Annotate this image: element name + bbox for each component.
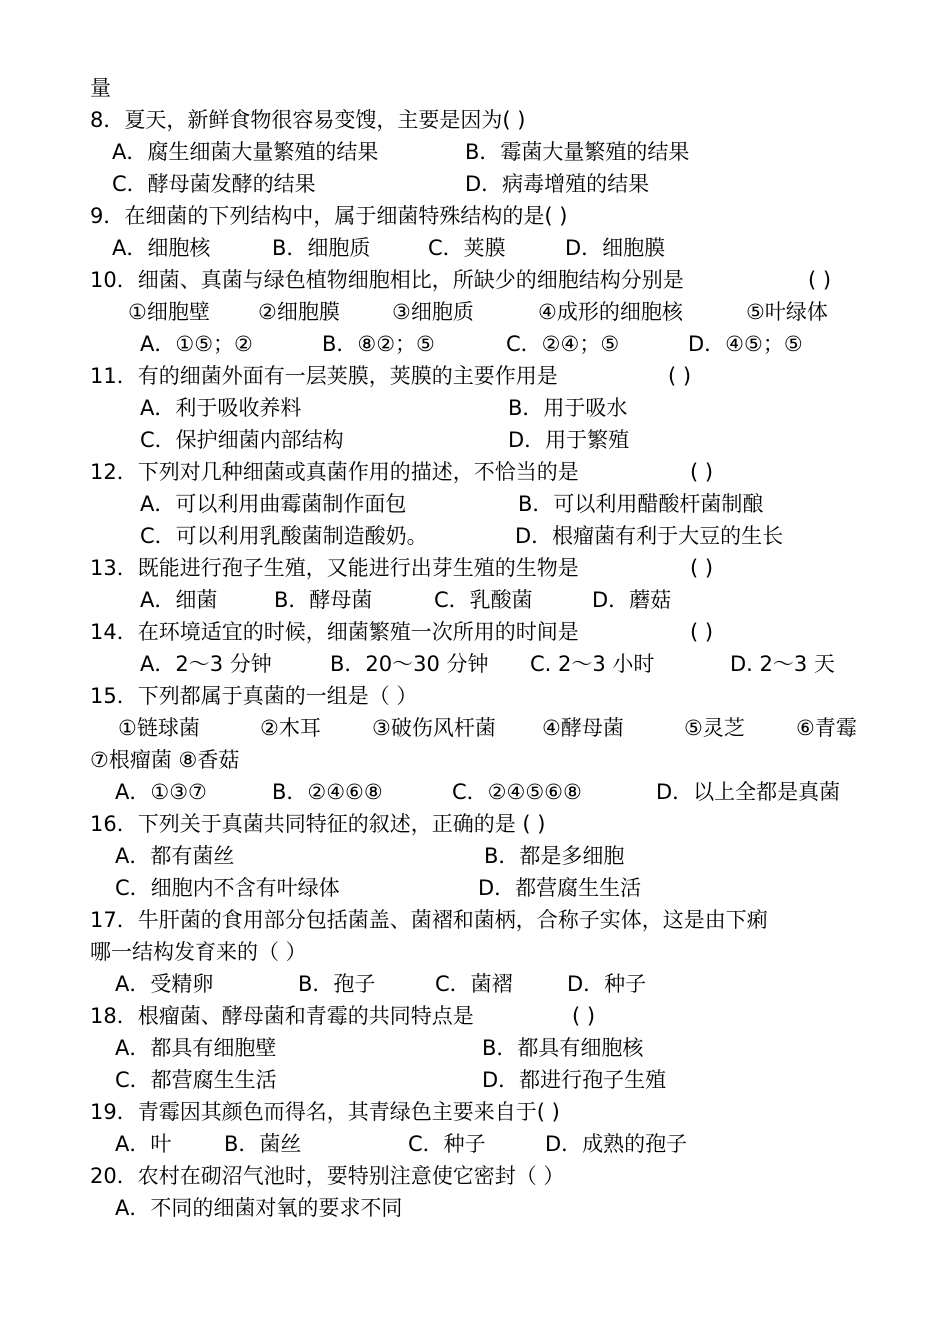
option-text: 11．有的细菌外面有一层荚膜，荚膜的主要作用是 <box>90 364 558 388</box>
option-text: 12．下列对几种细菌或真菌作用的描述，不恰当的是 <box>90 460 579 484</box>
option-text: ②木耳 <box>260 716 321 740</box>
option-text: C．②④⑤⑥⑧ <box>452 780 582 804</box>
option-text: C．荚膜 <box>428 236 506 260</box>
option-text: B．孢子 <box>298 972 376 996</box>
option-text: D．用于繁殖 <box>508 428 630 452</box>
option-text: B．酵母菌 <box>274 588 373 612</box>
option-text: 14．在环境适宜的时候，细菌繁殖一次所用的时间是 <box>90 620 579 644</box>
question-line <box>90 808 880 840</box>
line-text: 16．下列关于真菌共同特征的叙述，正确的是 ( ) <box>90 812 546 836</box>
option-row <box>90 360 880 392</box>
option-text: C．酵母菌发酵的结果 <box>112 172 316 196</box>
option-row <box>90 296 880 328</box>
option-text: D．根瘤菌有利于大豆的生长 <box>515 524 784 548</box>
option-text: A．细菌 <box>140 588 218 612</box>
option-text: A．①⑤；② <box>140 332 253 356</box>
option-text: D．都营腐生生活 <box>478 876 642 900</box>
line-text: 15．下列都属于真菌的一组是（ ） <box>90 684 418 708</box>
option-text: ①链球菌 <box>118 716 200 740</box>
option-text: ( ) <box>572 1004 596 1028</box>
option-text: ①细胞壁 <box>128 300 210 324</box>
option-text: A．细胞核 <box>112 236 211 260</box>
option-text: D．蘑菇 <box>592 588 672 612</box>
option-row <box>90 136 880 168</box>
option-text: A．可以利用曲霉菌制作面包 <box>140 492 407 516</box>
option-row <box>90 712 880 744</box>
option-text: ⑥青霉 <box>796 716 857 740</box>
option-row <box>90 456 880 488</box>
line-text: 量 <box>90 76 111 100</box>
option-text: 10．细菌、真菌与绿色植物细胞相比，所缺少的细胞结构分别是 <box>90 268 684 292</box>
option-row <box>90 328 880 360</box>
question-line <box>90 904 880 936</box>
option-text: A．受精卵 <box>115 972 214 996</box>
question-line <box>90 680 880 712</box>
option-row <box>90 168 880 200</box>
option-text: ⑤灵芝 <box>684 716 745 740</box>
option-text: B．细胞质 <box>272 236 371 260</box>
option-text: D．④⑤；⑤ <box>688 332 803 356</box>
option-text: ②细胞膜 <box>258 300 340 324</box>
option-text: C．保护细菌内部结构 <box>140 428 344 452</box>
option-text: C. 2～3 小时 <box>530 652 655 676</box>
option-text: C．种子 <box>408 1132 486 1156</box>
option-row <box>90 232 880 264</box>
option-text: ④酵母菌 <box>542 716 624 740</box>
option-text: B．20～30 分钟 <box>330 652 489 676</box>
option-text: A．腐生细菌大量繁殖的结果 <box>112 140 379 164</box>
line-text: 9．在细菌的下列结构中，属于细菌特殊结构的是( ) <box>90 204 568 228</box>
option-text: B．可以利用醋酸杆菌制酿 <box>518 492 764 516</box>
option-row <box>90 520 880 552</box>
option-text: A．叶 <box>115 1132 172 1156</box>
option-text: B．菌丝 <box>224 1132 302 1156</box>
question-line <box>90 936 880 968</box>
option-row <box>90 648 880 680</box>
option-text: D．病毒增殖的结果 <box>465 172 650 196</box>
option-row <box>90 392 880 424</box>
option-text: ⑤叶绿体 <box>746 300 828 324</box>
question-line <box>90 72 880 104</box>
option-text: ( ) <box>668 364 692 388</box>
option-text: D．细胞膜 <box>565 236 666 260</box>
option-row <box>90 776 880 808</box>
option-text: ③细胞质 <box>392 300 474 324</box>
option-text: D．都进行孢子生殖 <box>482 1068 667 1092</box>
option-text: A．利于吸收养料 <box>140 396 302 420</box>
option-text: C．细胞内不含有叶绿体 <box>115 876 340 900</box>
line-text: 20．农村在砌沼气池时，要特别注意使它密封（ ） <box>90 1164 565 1188</box>
option-text: D．种子 <box>567 972 647 996</box>
option-text: C．乳酸菌 <box>434 588 533 612</box>
option-text: 13．既能进行孢子生殖，又能进行出芽生殖的生物是 <box>90 556 579 580</box>
option-text: B．霉菌大量繁殖的结果 <box>465 140 690 164</box>
option-row <box>90 1064 880 1096</box>
option-text: B．都具有细胞核 <box>482 1036 644 1060</box>
question-line <box>90 1160 880 1192</box>
line-text: 哪一结构发育来的（ ） <box>90 940 307 964</box>
option-row <box>90 1192 880 1224</box>
option-row <box>90 840 880 872</box>
option-text: ( ) <box>690 556 714 580</box>
option-text: ( ) <box>808 268 832 292</box>
option-text: A．2～3 分钟 <box>140 652 272 676</box>
option-text: ( ) <box>690 460 714 484</box>
option-row <box>90 424 880 456</box>
option-text: ( ) <box>690 620 714 644</box>
question-line <box>90 104 880 136</box>
option-text: 18．根瘤菌、酵母菌和青霉的共同特点是 <box>90 1004 474 1028</box>
question-line <box>90 744 880 776</box>
option-text: ④成形的细胞核 <box>538 300 683 324</box>
option-text: D．成熟的孢子 <box>545 1132 688 1156</box>
option-text: C．菌褶 <box>435 972 513 996</box>
option-text: B．⑧②；⑤ <box>322 332 435 356</box>
option-text: D. 2～3 天 <box>730 652 835 676</box>
question-line <box>90 1096 880 1128</box>
line-text: 19．青霉因其颜色而得名，其青绿色主要来自于( ) <box>90 1100 560 1124</box>
exam-document <box>90 72 880 1224</box>
option-text: B．②④⑥⑧ <box>272 780 383 804</box>
option-row <box>90 584 880 616</box>
option-text: B．用于吸水 <box>508 396 628 420</box>
option-text: ③破伤风杆菌 <box>372 716 496 740</box>
option-row <box>90 488 880 520</box>
line-text: 8．夏天，新鲜食物很容易变馊，主要是因为( ) <box>90 108 526 132</box>
option-text: C．可以利用乳酸菌制造酸奶。 <box>140 524 428 548</box>
option-text: A．都有菌丝 <box>115 844 235 868</box>
option-row <box>90 968 880 1000</box>
option-text: A．不同的细菌对氧的要求不同 <box>115 1196 403 1220</box>
option-row <box>90 552 880 584</box>
option-row <box>90 264 880 296</box>
option-row <box>90 1128 880 1160</box>
option-row <box>90 872 880 904</box>
option-row <box>90 1032 880 1064</box>
option-text: C．都营腐生生活 <box>115 1068 277 1092</box>
option-text: A．都具有细胞壁 <box>115 1036 277 1060</box>
option-text: D．以上全都是真菌 <box>656 780 841 804</box>
line-text: ⑦根瘤菌 ⑧香菇 <box>90 748 240 772</box>
question-line <box>90 200 880 232</box>
line-text: 17．牛肝菌的食用部分包括菌盖、菌褶和菌柄，合称子实体，这是由下痢 <box>90 908 768 932</box>
option-text: B．都是多细胞 <box>484 844 625 868</box>
option-row <box>90 1000 880 1032</box>
option-row <box>90 616 880 648</box>
option-text: A．①③⑦ <box>115 780 207 804</box>
option-text: C．②④；⑤ <box>506 332 620 356</box>
